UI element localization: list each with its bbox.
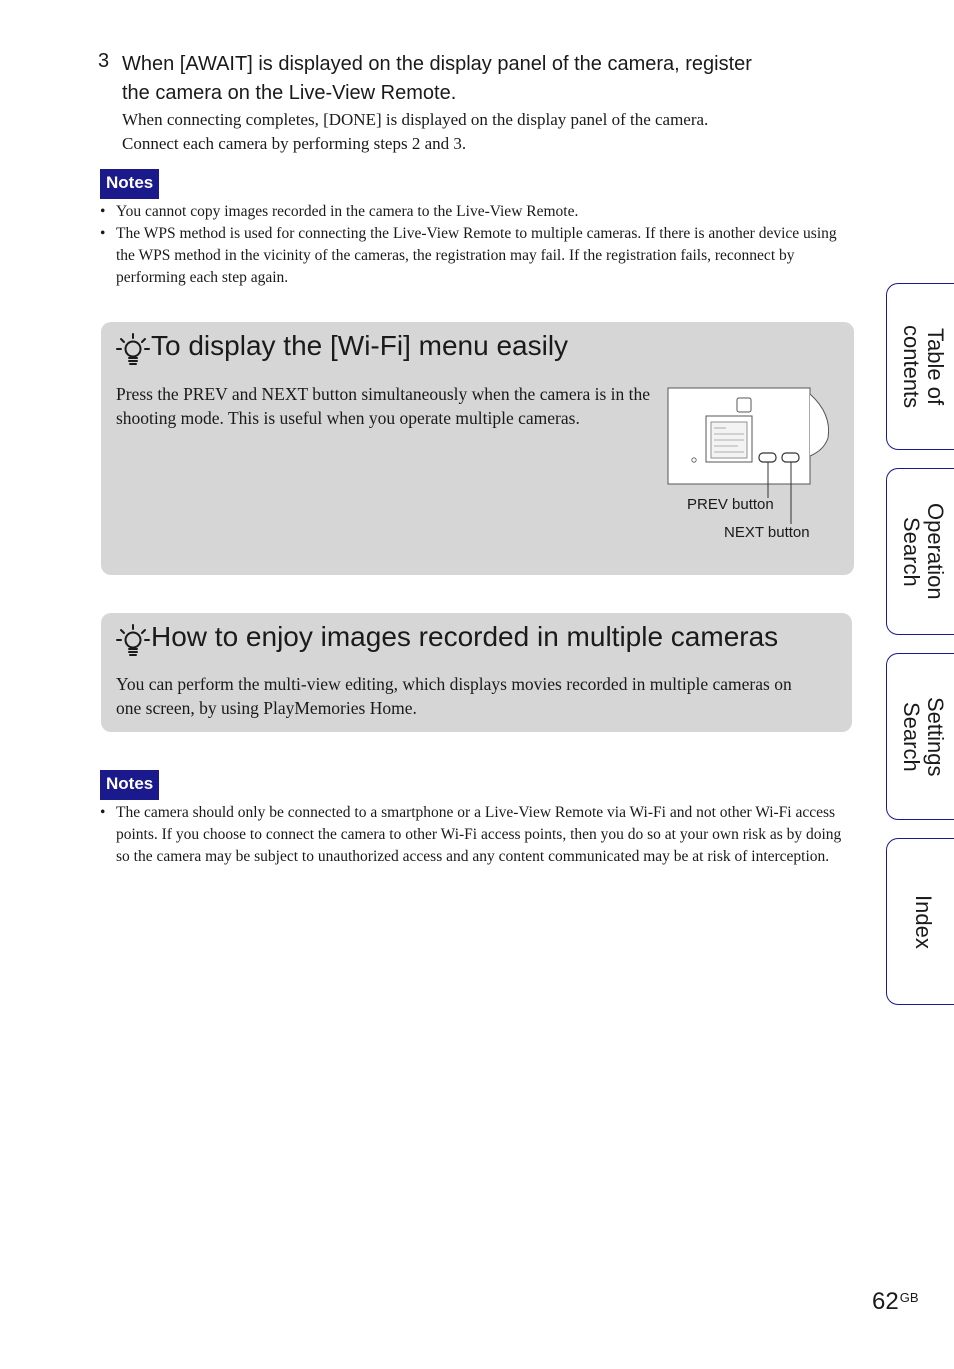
prev-button-label: PREV button [687,496,774,513]
step-body-line-1: When connecting completes, [DONE] is displayed on the display panel of the camera. [122,110,709,129]
page-number-suffix: GB [899,1290,919,1305]
step-title-line-1: When [AWAIT] is displayed on the display panel of the camera, register [122,53,752,75]
lightbulb-icon [115,332,151,368]
sidebar-tab-table-of-contents[interactable] [886,283,954,450]
notes-list [98,201,852,289]
tip-title: To display the [Wi-Fi] menu easily [151,330,569,361]
sidebar-tab-index[interactable] [886,838,954,1005]
notes-badge: Notes [100,169,159,199]
page-number [872,1288,919,1316]
note-item: • The camera should only be connected to a smartphone or a Live-View Remote via Wi-Fi and not other Wi-Fi access points. If you choose to connect the camera to other Wi-Fi access points, then you do so at your own risk as by doing so the camera may be subject to unauthorized access and any content communicated may be at risk of interception. [98,802,852,868]
camera-illustration [666,386,836,498]
sidebar-tab-settings-search[interactable] [886,653,954,820]
next-button-label: NEXT button [724,524,810,541]
tab-label-line-1: Table of [923,327,948,406]
lightbulb-icon [115,623,151,659]
step-title-line-2: the camera on the Live-View Remote. [122,82,457,104]
sidebar-tab-operation-search[interactable] [886,468,954,635]
tab-label-line-1: Settings [923,696,948,777]
notes-badge: Notes [100,770,159,800]
note-item: • You cannot copy images recorded in the camera to the Live-View Remote. [98,201,852,223]
tip-text: You can perform the multi-view editing, which displays movies recorded in multiple cameras on one screen, by using PlayMemories Home. [116,674,792,718]
tab-label-line-2: Search [899,701,924,772]
step-title [122,50,852,108]
step-body-line-2: Connect each camera by performing steps 2 and 3. [122,134,467,153]
tab-label-line-1: Operation [923,503,948,600]
notes-list [98,802,852,868]
tip-text: Press the PREV and NEXT button simultaneously when the camera is in the shooting mode. This is useful when you operate multiple cameras. [116,384,650,428]
note-item: • The WPS method is used for connecting the Live-View Remote to multiple cameras. If there is another device using the WPS method in the vicinity of the cameras, the registration may fail. If the registration fails, reconnect by performing each step again. [98,223,852,289]
page-number-value: 62 [872,1288,899,1315]
step-body [122,108,852,156]
tip-title: How to enjoy images recorded in multiple cameras [151,621,779,652]
tip-box-multi-camera [101,613,852,732]
tab-label-line-2: contents [899,324,924,409]
tab-label-line-2: Search [899,516,924,587]
tab-label-line-1: Index [911,894,936,949]
step-number: 3 [98,50,110,72]
